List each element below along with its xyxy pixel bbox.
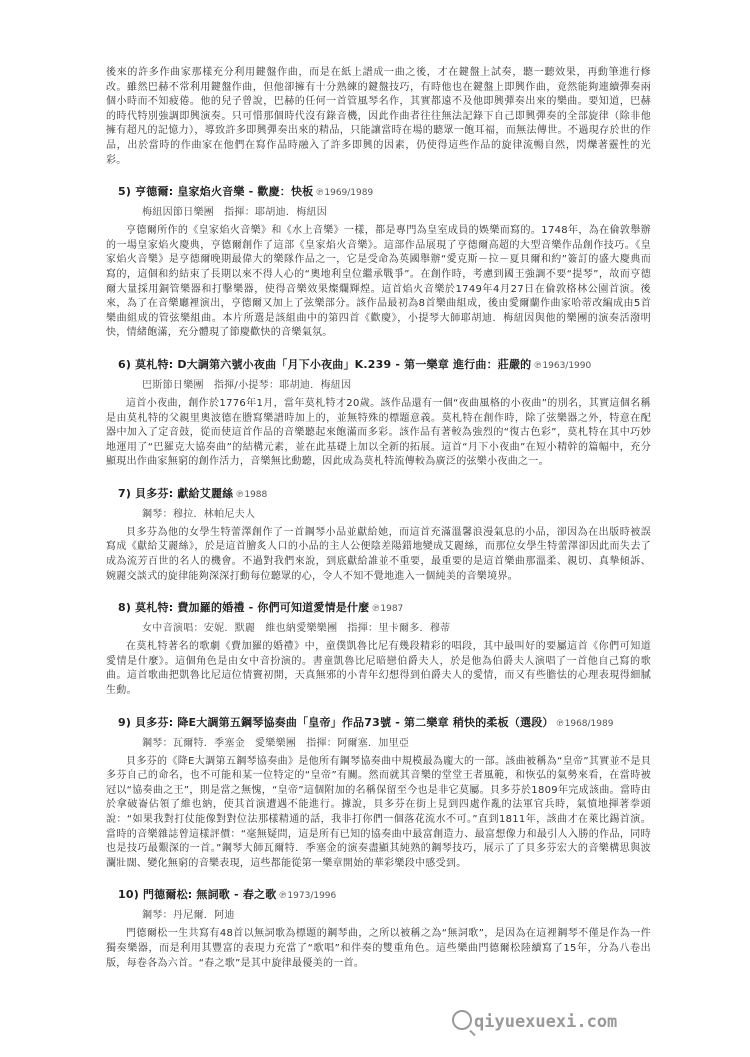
section-heading bbox=[118, 357, 651, 374]
section-heading bbox=[118, 887, 651, 904]
performer-credits bbox=[142, 621, 651, 636]
magnifier-icon bbox=[452, 1010, 472, 1030]
section-title: 5) 亨德爾: 皇家焰火音樂 - 歡慶：快板 bbox=[118, 185, 314, 199]
performer-credits bbox=[142, 736, 651, 751]
credit-item: 女中音演唱：安妮．默麗 bbox=[142, 623, 256, 635]
section-body: 門德爾松一生共寫有48首以無詞歌為標題的鋼琴曲，之所以被稱之為“無詞歌”，是因為在這裡鋼琴不僅是作為一件獨奏樂器，而是利用其豐富的表現力充當了“歌唱”和伴奏的雙重角色。這些樂曲門德爾松陸續寫了15年，分為八卷出版，每卷各為六首。“春之歌”是其中旋律最優美的一首。 bbox=[106, 928, 651, 969]
section-title: 7) 貝多芬: 獻給艾麗絲 bbox=[118, 486, 234, 500]
copyright-year: ℗1968/1989 bbox=[555, 718, 614, 729]
section-8 bbox=[106, 600, 651, 698]
performer-credits bbox=[142, 205, 651, 220]
copyright-year: ℗1973/1996 bbox=[278, 891, 337, 902]
credit-item: 鋼琴：瓦爾特．季塞金 bbox=[142, 737, 245, 749]
credit-item: 愛樂樂團 bbox=[255, 737, 297, 749]
section-title: 10) 門德爾松: 無詞歌 - 春之歌 bbox=[118, 888, 277, 902]
credit-item: 指揮：阿爾塞．加里亞 bbox=[306, 737, 410, 749]
section-heading bbox=[118, 486, 651, 503]
performer-credits bbox=[142, 507, 651, 522]
section-heading bbox=[118, 600, 651, 617]
section-heading bbox=[118, 184, 651, 201]
copyright-year: ℗1969/1989 bbox=[315, 188, 374, 199]
section-7 bbox=[106, 486, 651, 584]
credit-item: 梅紐因節日樂團 bbox=[142, 207, 215, 219]
section-10 bbox=[106, 887, 651, 971]
section-heading bbox=[118, 715, 651, 732]
credit-item: 巴斯節日樂團 bbox=[142, 379, 204, 391]
intro-paragraph: 後來的許多作曲家那樣充分利用鍵盤作曲，而是在紙上譜成一曲之後，才在鍵盤上試奏，聽一聽效果，再動筆進行修改。雖然巴赫不常利用鍵盤作曲，但他卻擁有十分熟練的鍵盤技巧，有時他也在鍵盤上即興作曲，竟然能夠連續彈奏兩個小時而不知疲倦。他的兒子曾說，巴赫的任何一首管風琴名作，其實都遠不及他即興彈奏出來的樂曲。要知道，巴赫的時代特別強調即興演奏。只可惜那個時代沒有錄音機，因此作曲者往往無法記錄下自己即興彈奏的全部旋律（除非他擁有超凡的記憶力），導致許多即興彈奏出來的精品，只能讓當時在場的聽眾一飽耳福，而無法傳世。不過現存於世的作品，出於當時的作曲家在他們在寫作品時融入了許多即興的因素，仍使得這些作品的旋律流暢自然，閃爍著靈性的光彩。 bbox=[106, 67, 651, 166]
section-body: 亨德爾所作的《皇家焰火音樂》和《水上音樂》一樣，都是專門為皇室成員的娛樂而寫的。1748年，為在倫敦舉辦的一場皇家焰火慶典，亨德爾創作了這部《皇家焰火音樂》。這部作品展現了亨德爾高超的大型音樂作品創作技巧。《皇家焰火音樂》是亨德爾晚期最偉大的樂隊作品之一，它是受命為英國舉辦“愛克斯－拉－夏貝爾和約”簽訂的盛大慶典而寫的，這個和約結束了長期以來不得人心的“奧地利皇位繼承戰爭”。在創作時，考慮到國王強調不要“提琴”，故而亨德爾大量採用銅管樂器和打擊樂器，使得音樂效果燦爛輝煌。這首焰火音樂於1749年4月27日在倫敦格林公園首演。後來，為了在音樂廳裡演出，亨德爾又加上了弦樂部分。該作品最初為8首樂曲組成，後由愛爾蘭作曲家哈蒂改編成由5首樂曲組成的管弦樂組曲。本片所選是該組曲中的第四首《歡慶》，小提琴大師耶胡迪．梅紐因與他的樂團的演奏活潑明快，情緒飽滿，充分體現了節慶歡快的音樂氣氛。 bbox=[106, 225, 651, 339]
section-9 bbox=[106, 715, 651, 872]
section-6 bbox=[106, 357, 651, 470]
section-5 bbox=[106, 184, 651, 341]
section-title: 9) 貝多芬: 降E大調第五鋼琴協奏曲「皇帝」作品73號 - 第二樂章 稍快的柔板（選段） bbox=[118, 715, 554, 729]
site-watermark bbox=[452, 1010, 617, 1032]
performer-credits bbox=[142, 908, 651, 923]
section-title: 8) 莫札特: 費加羅的婚禮 - 你們可知道愛情是什麼 bbox=[118, 601, 370, 615]
performer-credits bbox=[142, 378, 651, 393]
credit-item: 鋼琴：穆拉．林帕尼夫人 bbox=[142, 508, 256, 520]
article bbox=[106, 66, 651, 971]
watermark-text: qiyuexuexi.com bbox=[474, 1012, 618, 1032]
credit-item: 指揮：里卡爾多．穆蒂 bbox=[347, 623, 451, 635]
section-body: 這首小夜曲，創作於1776年1月，當年莫札特才20歲。該作品還有一個“夜曲風格的小夜曲”的別名，其實這個名稱是由莫札特的父親里奧波德在謄寫樂譜時加上的，並無特殊的標題意義。莫札特在創作時，除了弦樂器之外，特意在配器中加入了定音鼓，從而使這首作品的音樂聽起來飽滿而多彩。該作品有著較為強烈的“復古色彩”，莫札特在其中巧妙地運用了“巴羅克大協奏曲”的結構元素，並在此基礎上加以全新的拓展。這首“月下小夜曲”在短小精幹的篇幅中，充分顯現出作曲家無窮的創作活力，音樂無比動聽，因此成為莫札特流傳較為廣泛的弦樂小夜曲之一。 bbox=[106, 397, 651, 468]
credit-item: 鋼琴：丹尼爾．阿迪 bbox=[142, 910, 235, 922]
section-body: 貝多芬的《降E大調第五鋼琴協奏曲》是他所有鋼琴協奏曲中規模最為龐大的一部。該曲被稱為“皇帝”其實並不是貝多芬自己的命名，也不可能和某一位特定的“皇帝”有關。然而就其音樂的堂堂王者風範，和恢弘的氣勢來看，在當時被冠以“協奏曲之王”，則是當之無愧，“皇帝”這個附加的名稱保留至今也是非它莫屬。貝多芬於1809年完成該曲。當時由於拿破崙佔領了維也納，使其首演遭遇不能進行。據說，貝多芬在街上見到四處作亂的法軍官兵時，氣憤地揮著拳頭說：“如果我對打仗能像對對位法那樣精通的話，我非打你們一個落花流水不可。”直到1811年，該曲才在萊比錫首演。當時的音樂雜誌曾這樣評價：“毫無疑問，這是所有已知的協奏曲中最富創造力、最富想像力和最引人入勝的作品，同時也是技巧最艱深的一首。”鋼琴大師瓦爾特．季塞金的演奏盡顯其純熟的鋼琴技巧，展示了了貝多芬宏大的音樂構思與波瀾壯闊、變化無窮的音樂表現，這些都能從第一樂章開始的華彩樂段中感受到。 bbox=[106, 755, 651, 869]
credit-item: 指揮/小提琴：耶胡迪．梅紐因 bbox=[213, 379, 352, 391]
copyright-year: ℗1963/1990 bbox=[533, 360, 592, 371]
section-title: 6) 莫札特: D大調第六號小夜曲「月下小夜曲」K.239 - 第一樂章 進行曲：莊嚴的 bbox=[118, 357, 532, 371]
section-body: 貝多芬為他的女學生特蕾澤創作了一首鋼琴小品並獻給她，而這首充滿溫馨浪漫氣息的小品，卻因為在出版時被誤寫成《獻給艾麗絲》，於是這首膾炙人口的小品的主人公便陰差陽錯地變成艾麗絲，而那位女學生特蕾澤卻因此而失去了成為流芳百世的名人的機會。不過對我們來說，到底獻給誰並不重要，最重要的是這首樂曲那溫柔、親切、真摯傾訴、婉麗交談式的旋律能夠深深打動每位聽眾的心，令人不知不覺地進入一個純美的音樂境界。 bbox=[106, 526, 651, 582]
section-body: 在莫札特著名的歌劇《費加羅的婚禮》中，童僕凱魯比尼有幾段精彩的唱段，其中最叫好的要屬這首《你們可知道愛情是什麼》。這個角色是由女中音扮演的。書童凱魯比尼暗戀伯爵夫人，於是他為伯爵夫人演唱了一首他自己寫的歌曲。這首歌曲把凱魯比尼這位情竇初開，天真無邪的小青年幻想得到伯爵夫人的愛情，而又有些膽怯的心理表現得細膩生動。 bbox=[106, 641, 651, 697]
copyright-year: ℗1987 bbox=[371, 604, 404, 615]
credit-item: 指揮：耶胡迪．梅紐因 bbox=[224, 207, 328, 219]
copyright-year: ℗1988 bbox=[235, 489, 268, 500]
credit-item: 維也納愛樂樂團 bbox=[265, 623, 338, 635]
